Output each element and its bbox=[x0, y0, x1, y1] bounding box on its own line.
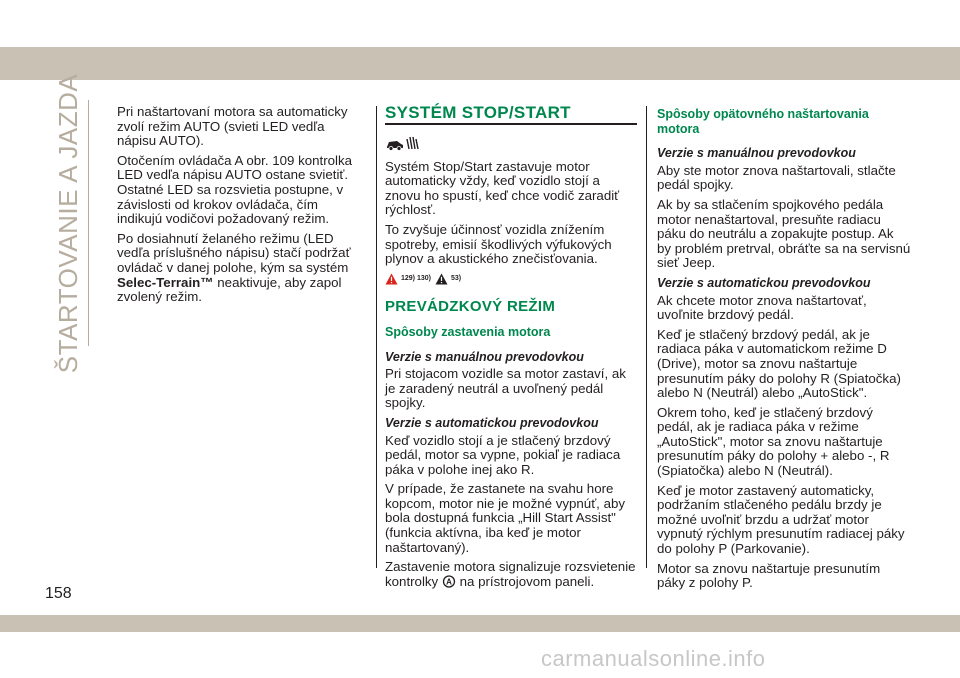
subheading-italic: Verzie s manuálnou prevodovkou bbox=[385, 349, 584, 364]
chapter-side-tab bbox=[53, 73, 84, 373]
subheading: Spôsoby zastavenia motora bbox=[385, 324, 551, 339]
paragraph: Otočením ovládača A obr. 109 kontrolka LED vedľa nápisu AUTO ostane svietiť. Ostatné LED sa rozsvietia postupne, v závislosti od krokov ovládača, čím indikujú vodičovi požadovaný režim. bbox=[117, 152, 353, 227]
paragraph bbox=[117, 232, 362, 305]
watermark: carmanualsonline.info bbox=[541, 646, 766, 671]
subheading-italic: Verzie s automatickou prevodovkou bbox=[657, 275, 871, 290]
paragraph-text: na prístrojovom paneli. bbox=[459, 573, 595, 589]
column-3 bbox=[657, 105, 911, 596]
header-band bbox=[0, 47, 960, 80]
system-name: Selec-Terrain™ bbox=[117, 274, 214, 290]
subsection-title: PREVÁDZKOVÝ REŽIM bbox=[385, 298, 556, 316]
paragraph: Pri naštartovaní motora sa automaticky zvolí režim AUTO (svieti LED vedľa nápisu AUTO). bbox=[117, 104, 348, 149]
page-number: 158 bbox=[45, 585, 72, 602]
car-icon bbox=[385, 137, 405, 151]
engine-stop-indicator-icon bbox=[442, 575, 456, 588]
wifi-icon bbox=[405, 135, 421, 151]
warning-refs: 129) 130) bbox=[401, 274, 431, 282]
paragraph: Aby ste motor znova naštartovali, stlačte pedál spojky. bbox=[657, 162, 896, 193]
paragraph: Okrem toho, keď je stlačený brzdový pedál, ak je radiaca páka v režime „AutoStick", motor sa znovu naštartuje presunutím páky do polohy + alebo -, R (Spiatočka) alebo N (Neutrál). bbox=[657, 404, 890, 479]
paragraph: Keď vozidlo stojí a je stlačený brzdový pedál, motor sa vypne, pokiaľ je radiaca páka v polohe inej ako R. bbox=[385, 432, 621, 477]
column-divider-2 bbox=[646, 106, 647, 568]
paragraph-text: neaktivuje, aby zapol zvolený režim. bbox=[117, 274, 342, 305]
paragraph: To zvyšuje účinnosť vozidla znížením spotreby, emisií škodlivých výfukových plynov a akustického znečisťovania. bbox=[385, 221, 612, 267]
footer-band bbox=[0, 615, 960, 632]
column-2 bbox=[385, 105, 637, 594]
icon-row bbox=[385, 133, 637, 151]
chapter-title: ŠTARTOVANIE A JAZDA bbox=[53, 73, 84, 373]
paragraph-text: Zastavenie motora signalizuje rozsvietenie kontrolky bbox=[385, 559, 636, 589]
paragraph: Ak chcete motor znova naštartovať, uvoľnite brzdový pedál. bbox=[657, 292, 867, 323]
svg-text:A: A bbox=[446, 577, 452, 587]
paragraph: Systém Stop/Start zastavuje motor automaticky vždy, keď vozidlo stojí a znovu ho spustí, keď chce vodič zaradiť rýchlosť. bbox=[385, 158, 620, 218]
column-divider-1 bbox=[376, 106, 377, 568]
chapter-divider bbox=[88, 100, 89, 346]
warning-triangle-icon bbox=[385, 273, 398, 285]
column-1 bbox=[117, 105, 362, 310]
paragraph: Keď je motor zastavený automaticky, podržaním stlačeného pedálu brzdy je možné uvoľniť brzdu a udržať motor vypnutý rýchlym presunutím radiacej páky do polohy P (Parkovanie). bbox=[657, 482, 905, 557]
subheading-italic: Verzie s manuálnou prevodovkou bbox=[657, 146, 856, 161]
subheading-italic: Verzie s automatickou prevodovkou bbox=[385, 415, 599, 430]
paragraph bbox=[385, 560, 637, 589]
paragraph: V prípade, že zastanete na svahu hore kopcom, motor nie je možné vypnúť, aby bola dostupná funkcia „Hill Start Assist" (funkcia aktívna, iba keď je motor naštartovaný). bbox=[385, 481, 626, 555]
paragraph: Motor sa znovu naštartuje presunutím páky z polohy P. bbox=[657, 560, 881, 591]
paragraph: Keď je stlačený brzdový pedál, ak je radiaca páka v automatickom režime D (Drive), motor sa znovu naštartuje presunutím páky do polohy R (Spiatočka) alebo N (Neutrál) alebo „AutoStick". bbox=[657, 326, 901, 401]
paragraph: Ak by sa stlačením spojkového pedála motor nenaštartoval, presuňte radiacu páku do neutrálu a zopakujte postup. Ak by problém pretrval, obráťte sa na servisnú sieť Jeep. bbox=[657, 196, 911, 271]
paragraph-text: Po dosiahnutí želaného režimu (LED vedľa príslušného nápisu) stačí podržať ovládač v danej polohe, kým sa systém bbox=[117, 230, 351, 275]
attention-ref: 53) bbox=[450, 274, 462, 282]
subheading: Spôsoby opätovného naštartovania motora bbox=[657, 107, 869, 136]
attention-triangle-icon bbox=[435, 273, 448, 285]
paragraph: Pri stojacom vozidle sa motor zastaví, ak je zaradený neutrál a uvoľnený pedál spojky. bbox=[385, 366, 626, 411]
section-title: SYSTÉM STOP/START bbox=[385, 106, 637, 125]
warning-references bbox=[385, 272, 637, 287]
